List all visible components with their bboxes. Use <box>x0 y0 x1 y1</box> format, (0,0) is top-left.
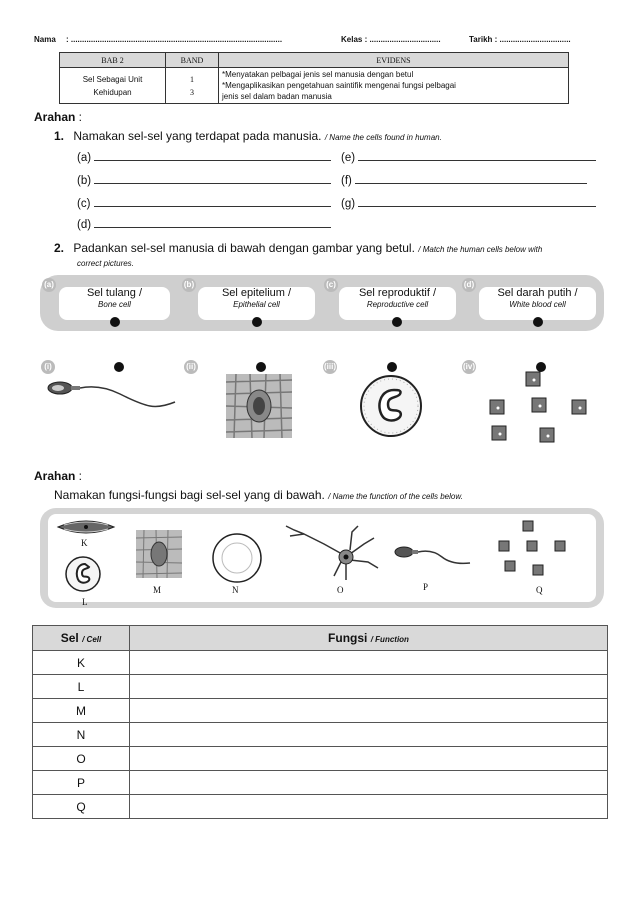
option-a-ms: Sel tulang / <box>86 287 143 299</box>
question-1 <box>54 129 442 143</box>
answer-line-a[interactable] <box>94 149 331 161</box>
function-answer-n[interactable] <box>130 723 608 747</box>
kelas-field[interactable]: Kelas : ................................ <box>341 35 441 44</box>
option-b-ms: Sel epitelium / <box>221 287 292 299</box>
row-label-m: M <box>33 699 130 723</box>
arahan-colon: : <box>75 110 83 124</box>
label-b: (b) <box>77 175 92 187</box>
option-tag-b: (b) <box>182 278 196 292</box>
option-d-en: White blood cell <box>509 300 566 309</box>
arahan-heading-1 <box>34 110 82 124</box>
q2-text: Padankan sel-sel manusia di bawah dengan gambar yang betul. <box>73 241 415 255</box>
answer-line-d[interactable] <box>94 216 331 228</box>
table-row <box>33 795 608 819</box>
table-row <box>33 675 608 699</box>
row-label-l: L <box>33 675 130 699</box>
picture-tag-iv: (iv) <box>462 360 476 374</box>
answer-line-g[interactable] <box>358 195 596 207</box>
row-label-k: K <box>33 651 130 675</box>
picture-dot-iii[interactable] <box>387 362 397 372</box>
option-tag-d: (d) <box>462 278 476 292</box>
label-c: (c) <box>77 198 91 210</box>
letter-o: O <box>337 585 344 595</box>
q1-english: / Name the cells found in human. <box>324 133 442 142</box>
bone-cell-picture-iv <box>488 370 598 450</box>
option-c-reproductive-cell <box>339 287 456 320</box>
cell-column-header <box>33 626 130 651</box>
evidens-cell <box>219 68 569 104</box>
match-dot-c[interactable] <box>392 317 402 327</box>
answer-line-e[interactable] <box>358 149 596 161</box>
answer-e[interactable] <box>341 149 596 164</box>
function-column-header <box>130 626 608 651</box>
option-d-ms: Sel darah putih / <box>497 287 578 299</box>
label-g: (g) <box>341 198 356 210</box>
letter-m: M <box>153 585 162 595</box>
letter-l: L <box>82 597 88 607</box>
arahan-label-2: Arahan <box>34 469 76 483</box>
red-blood-cell-n <box>211 532 263 584</box>
function-answer-p[interactable] <box>130 771 608 795</box>
option-tag-c: (c) <box>324 278 338 292</box>
band-3: 3 <box>190 87 194 97</box>
picture-tag-ii: (ii) <box>184 360 198 374</box>
letter-q: Q <box>536 585 543 595</box>
letter-k: K <box>81 538 88 548</box>
sperm-cell-picture-i <box>40 376 180 416</box>
band-header: BAND <box>166 53 219 68</box>
table-row <box>33 723 608 747</box>
option-a-bone-cell <box>59 287 170 320</box>
option-a-en: Bone cell <box>98 300 131 309</box>
bone-cells-q <box>497 519 573 581</box>
band-1: 1 <box>190 74 194 84</box>
function-table <box>32 625 608 819</box>
row-label-o: O <box>33 747 130 771</box>
band-cell <box>166 68 219 104</box>
evidens-line-2: *Mengaplikasikan pengetahuan saintifik mengenai fungsi pelbagai <box>222 81 456 90</box>
cell-header-en: / Cell <box>82 635 102 644</box>
answer-c[interactable] <box>77 195 331 210</box>
picture-dot-i[interactable] <box>114 362 124 372</box>
function-answer-m[interactable] <box>130 699 608 723</box>
arahan-colon-2: : <box>75 469 83 483</box>
q2-english-1: / Match the human cells below with <box>418 245 543 254</box>
question-2 <box>54 241 542 255</box>
topic-line-2: Kehidupan <box>93 87 132 97</box>
sperm-cell-p <box>392 543 472 569</box>
section2-english: / Name the function of the cells below. <box>328 492 463 501</box>
match-dot-a[interactable] <box>110 317 120 327</box>
topic-cell <box>60 68 166 104</box>
letter-n: N <box>232 585 239 595</box>
section2-instruction <box>54 488 463 502</box>
q1-text: Namakan sel-sel yang terdapat pada manusia. <box>73 129 322 143</box>
option-b-en: Epithelial cell <box>233 300 280 309</box>
option-c-ms: Sel reproduktif / <box>358 287 437 299</box>
arahan-label: Arahan <box>34 110 76 124</box>
picture-tag-iii: (iii) <box>323 360 337 374</box>
label-a: (a) <box>77 152 92 164</box>
option-tag-a: (a) <box>42 278 56 292</box>
arahan-heading-2 <box>34 469 82 483</box>
cell-header-ms: Sel <box>60 631 79 645</box>
label-e: (e) <box>341 152 356 164</box>
function-answer-q[interactable] <box>130 795 608 819</box>
answer-a[interactable] <box>77 149 331 164</box>
match-dot-b[interactable] <box>252 317 262 327</box>
answer-d[interactable] <box>77 216 331 231</box>
tarikh-field[interactable]: Tarikh : ................................ <box>469 35 571 44</box>
nerve-cell-o <box>284 524 380 586</box>
bab-header: BAB 2 <box>60 53 166 68</box>
epithelial-cell-picture-ii <box>226 374 292 438</box>
function-answer-k[interactable] <box>130 651 608 675</box>
q2-number: 2. <box>54 241 65 255</box>
table-row <box>33 699 608 723</box>
row-label-n: N <box>33 723 130 747</box>
row-label-q: Q <box>33 795 130 819</box>
label-d: (d) <box>77 219 92 231</box>
nama-label: Nama <box>34 35 56 44</box>
evidens-header: EVIDENS <box>219 53 569 68</box>
answer-b[interactable] <box>77 172 331 187</box>
white-blood-cell-picture-iii <box>358 372 424 440</box>
option-c-en: Reproductive cell <box>366 300 429 309</box>
function-header-ms: Fungsi <box>328 631 368 645</box>
white-blood-cell-l <box>64 554 102 594</box>
answer-line-b[interactable] <box>94 172 331 184</box>
q1-number: 1. <box>54 129 65 143</box>
function-header-en: / Function <box>370 635 409 644</box>
row-label-p: P <box>33 771 130 795</box>
nama-field[interactable]: : ............................................................................................... <box>66 35 283 44</box>
answer-line-f[interactable] <box>355 172 587 184</box>
answer-g[interactable] <box>341 195 596 210</box>
table-row <box>33 771 608 795</box>
function-answer-l[interactable] <box>130 675 608 699</box>
picture-dot-ii[interactable] <box>256 362 266 372</box>
answer-f[interactable] <box>341 172 587 187</box>
function-answer-o[interactable] <box>130 747 608 771</box>
q2-english-2: correct pictures. <box>77 259 134 268</box>
answer-line-c[interactable] <box>94 195 331 207</box>
picture-tag-i: (i) <box>41 360 55 374</box>
match-dot-d[interactable] <box>533 317 543 327</box>
topic-line-1: Sel Sebagai Unit <box>82 74 143 84</box>
table-row <box>33 651 608 675</box>
label-f: (f) <box>341 175 352 187</box>
learning-standard-table <box>59 52 569 104</box>
table-row <box>33 747 608 771</box>
muscle-cell-k <box>56 517 116 537</box>
letter-p: P <box>423 582 429 592</box>
evidens-line-1: *Menyatakan pelbagai jenis sel manusia dengan betul <box>222 70 414 79</box>
section2-text: Namakan fungsi-fungsi bagi sel-sel yang di bawah. <box>54 488 325 502</box>
evidens-line-3: jenis sel dalam badan manusia <box>222 92 332 101</box>
option-d-white-blood-cell <box>479 287 596 320</box>
epithelial-cell-m <box>136 530 182 578</box>
option-b-epithelial-cell <box>198 287 315 320</box>
